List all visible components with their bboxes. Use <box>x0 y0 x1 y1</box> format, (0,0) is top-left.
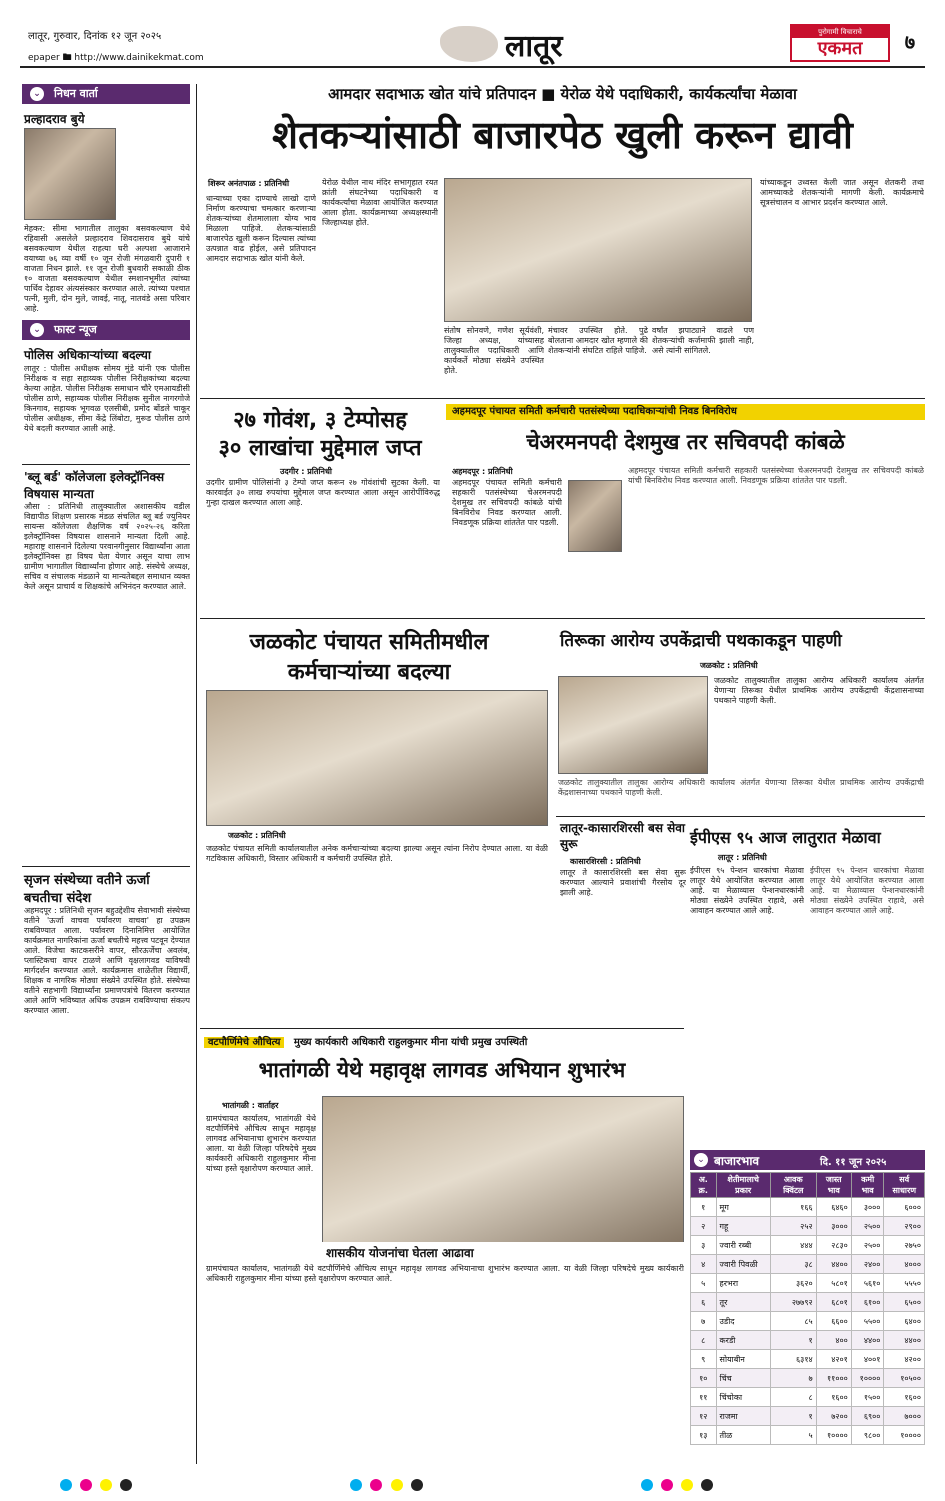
divider <box>200 1028 684 1029</box>
ahmedpur-photo <box>568 480 622 552</box>
table-cell: १०५०० <box>884 1369 925 1388</box>
table-cell: ६४६० <box>816 1198 851 1217</box>
table-row <box>691 1331 925 1350</box>
table-cell: १०००० <box>851 1369 884 1388</box>
tree-headline: भातांगळी येथे महावृक्ष लागवड अभियान शुभारंभ <box>258 1058 626 1082</box>
table-cell: ५६१० <box>851 1274 884 1293</box>
table-cell: १६६ <box>770 1198 816 1217</box>
divider <box>200 618 925 619</box>
jalkot-headline: जळकोट पंचायत समितीमधील कर्मचाऱ्यांच्या बदल्या <box>249 630 489 685</box>
table-cell: ९ <box>691 1350 717 1369</box>
left-column <box>22 84 190 1464</box>
eps-text: ईपीएस ९५ पेन्शन धारकांचा मेळावा लातूर येथे आयोजित करण्यात आला आहे. या मेळाव्यास पेन्शनधारकांनी मोठ्या संख्येने उपस्थित राहावे, असे आवाहन करण्यात आले आहे. <box>690 866 804 915</box>
bus-headline: लातूर-कासारशिरसी बस सेवा सुरू <box>560 821 686 851</box>
divider <box>22 464 190 465</box>
jalkot-text: जळकोट पंचायत समिती कार्यालयातील अनेक कर्मचाऱ्यांच्या बदल्या झाल्या असून त्यांना निरोप देण्यात आला. या वेळी गटविकास अधिकारी, विस्तार अधिकारी व कर्मचारी उपस्थित होते. <box>206 844 548 863</box>
table-cell: ८ <box>691 1331 717 1350</box>
epaper-url[interactable]: epaper 🖿 http://www.dainikekmat.com <box>28 53 204 63</box>
energy-headline: सृजन संस्थेच्या वतीने ऊर्जा बचतीचा संदेश <box>24 873 150 906</box>
table-cell: १६०० <box>816 1388 851 1407</box>
table-cell: ज्वारी रब्बी <box>716 1236 770 1255</box>
obituary-text: मेहकर: सीमा भागातील तालुका बसवकल्याण येथे रहिवासी असलेले प्रल्हादराव शिवदासराव बुये यांचे बसवकल्याण येथील राहत्या घरी अल्पशा आजाराने वयाच्या ७६ व्या वर्षी १० जून रोजी मंगळवारी दुपारी १ वाजता निधन झाले. ११ जून रोजी बुधवारी सकाळी ठीक १० वाजता बसवकल्याण येथील स्मशानभूमीत त्यांच्या पार्थिव देहावर अंत्यसंस्कार करण्यात आले. त्यांच्या पश्चात पत्नी, मुली, दोन मुले, जावई, नातू, नातवंडे असा परिवार आहे. <box>24 224 190 312</box>
table-cell: ५८०१ <box>816 1274 851 1293</box>
tiruka-photo <box>558 676 708 774</box>
table-row <box>691 1198 925 1217</box>
city-title: लातूर <box>505 29 563 64</box>
table-cell: गहू <box>716 1217 770 1236</box>
table-cell: ४०० <box>816 1331 851 1350</box>
lead-col-2: येरोळ येथील नाथ मंदिर सभागृहात रयत क्रांती संघटनेच्या पदाधिकारी व कार्यकर्त्यांचा मेळावा आयोजित करण्यात आला होता. कार्यक्रमाच्या अध्यक्षस्थानी जिल्हाध्यक्ष होते. <box>322 178 438 227</box>
swatch-yellow <box>681 1479 693 1491</box>
table-row <box>691 1426 925 1445</box>
swatch-magenta <box>80 1479 92 1491</box>
table-cell: ४२०० <box>884 1350 925 1369</box>
market-table-body <box>691 1198 925 1445</box>
column-header: आवक क्विंटल <box>770 1173 816 1198</box>
lead-col-6: यांच्याकडून उध्वस्त केली जात असून शेतकरी तथा आमच्याकडे शेतकऱ्यांनी मागणी केली. कार्यक्रमाचे सूत्रसंचालन व आभार प्रदर्शन करण्यात आले. <box>760 178 924 207</box>
ahmedpur-byline: अहमदपूर : प्रतिनिधी <box>452 467 513 476</box>
eps-text-cont: ईपीएस ९५ पेन्शन धारकांचा मेळावा लातूर येथे आयोजित करण्यात आला आहे. या मेळाव्यास पेन्शनधारकांनी मोठ्या संख्येने उपस्थित राहावे, असे आवाहन करण्यात आले आहे. <box>810 866 924 915</box>
chevron-down-icon: ⌄ <box>30 323 44 337</box>
section-title: फास्ट न्यूज <box>54 323 97 336</box>
divider <box>200 398 925 399</box>
table-cell: १३ <box>691 1426 717 1445</box>
table-cell: १५०० <box>851 1388 884 1407</box>
table-cell: ६३१४ <box>770 1350 816 1369</box>
table-cell: ३८ <box>770 1255 816 1274</box>
bus-byline: कासारशिरसी : प्रतिनिधी <box>570 857 641 866</box>
table-cell: ४४०० <box>884 1331 925 1350</box>
table-cell: १० <box>691 1369 717 1388</box>
tree-caption-text: शासकीय योजनांचा घेतला आढावा <box>322 1244 478 1262</box>
table-cell: ६००० <box>884 1198 925 1217</box>
swatch-magenta <box>661 1479 673 1491</box>
cattle-text: उदगीर ग्रामीण पोलिसांनी ३ टेम्पो जप्त करून २७ गोवंशांची सुटका केली. या कारवाईत ३० लाख रुपयांचा मुद्देमाल जप्त करण्यात आला असून आरोपींविरुद्ध गुन्हा दाखल करण्यात आला आहे. <box>206 478 440 507</box>
brand-tagline: पुरोगामी विचाराचे <box>792 26 888 38</box>
eps-headline: ईपीएस ९५ आज लातुरात मेळावा <box>690 828 881 847</box>
column-header: सर्व साधारण <box>884 1173 925 1198</box>
table-cell: १ <box>770 1407 816 1426</box>
map-icon <box>440 26 498 62</box>
table-cell: ११ <box>691 1388 717 1407</box>
swatch-yellow <box>391 1479 403 1491</box>
table-cell: १०००० <box>816 1426 851 1445</box>
table-cell: १०००० <box>884 1426 925 1445</box>
tree-text-lower: ग्रामपंचायत कार्यालय, भातांगळी येथे वटपौर्णिमेचे औचित्य साधून महावृक्ष लागवड अभियानाचा शुभारंभ करण्यात आला. या वेळी जिल्हा परिषदेचे मुख्य कार्यकारी अधिकारी राहुलकुमार मीना यांच्या हस्ते वृक्षारोपण करण्यात आले. <box>206 1264 684 1283</box>
lead-photo <box>444 178 752 322</box>
table-cell: ८५ <box>770 1312 816 1331</box>
table-row <box>691 1407 925 1426</box>
table-cell: ६१०० <box>851 1293 884 1312</box>
tree-byline: भातांगळी : वार्ताहर <box>222 1101 279 1110</box>
table-cell: ८ <box>770 1388 816 1407</box>
page-number: ७ <box>904 30 916 54</box>
jalkot-photo <box>206 690 548 826</box>
table-cell: ३ <box>691 1236 717 1255</box>
issue-date: लातूर, गुरुवार, दिनांक १२ जून २०२५ <box>28 31 162 42</box>
police-text: लातूर : पोलीस अधीक्षक सोमय मुंडे यांनी एक पोलीस निरीक्षक व सहा सहाय्यक पोलीस निरीक्षकांच्या बदल्या केल्या आहेत. पोलीस निरीक्षक समाधान चौरे एमआयडीसी पोलीस ठाणे, सहाय्यक पोलीस निरीक्षक सुनील नागरगोजे किनगाव, सहायक भूगवळ एलसीबी, प्रमोद बोंडले चाकूर पोलीस अधीक्षक, सीमा केंद्रे लिंबोटा, मुरूड पोलीस ठाणे येथे बदली करण्यात आली आहे. <box>24 364 190 433</box>
table-cell: ११००० <box>816 1369 851 1388</box>
lead-byline: शिरूर अनंतपाळ : प्रतिनिधी <box>208 179 290 188</box>
table-cell: ५ <box>770 1426 816 1445</box>
swatch-black <box>411 1479 423 1491</box>
table-cell: ६८०१ <box>816 1293 851 1312</box>
police-headline: पोलिस अधिकाऱ्यांच्या बदल्या <box>24 348 151 362</box>
energy-text: अहमदपूर : प्रतिनिधी सृजन बहुउद्देशीय सेवाभावी संस्थेच्या वतीने 'ऊर्जा वाचवा पर्यावरण वाचवा' हा उपक्रम राबविण्यात आला. पर्यावरण दिनानिमित्त आयोजित कार्यक्रमात नागरिकांना ऊर्जा बचतीचे महत्त्व पटवून देण्यात आले. विजेचा काटकसरीने वापर, सौरऊर्जेचा अवलंब, प्लास्टिकचा वापर टाळणे आणि वृक्षलागवड याविषयी मार्गदर्शन करण्यात आले. कार्यक्रमास शाळेतील विद्यार्थी, शिक्षक व नागरिक मोठ्या संख्येने उपस्थित होते. संस्थेच्या वतीने सहभागी विद्यार्थ्यांना प्रमाणपत्रांचे वितरण करण्यात आले आणि भविष्यात अधिक उपक्रम राबविण्याचा संकल्प करण्यात आला. <box>24 906 190 1015</box>
table-cell: ७ <box>770 1369 816 1388</box>
obituary-name: प्रल्हादराव बुये <box>24 112 85 126</box>
cattle-byline: उदगीर : प्रतिनिधी <box>280 467 332 476</box>
masthead <box>20 20 925 68</box>
college-text: औसा : प्रतिनिधी तालुक्यातील अशासकीय वडील विद्यापीठ शिक्षण प्रसारक मंडळ संचलित ब्लू बर्ड ज्युनियर सायन्स कॉलेजला शैक्षणिक वर्ष २०२५-२६ करिता इलेक्ट्रॉनिक्स विषयास शासनाने मान्यता दिली आहे. महाराष्ट्र शासनाने दिलेल्या परवानगीनुसार विद्यार्थ्यांना आता इलेक्ट्रॉनिक्स हा विषय घेता येणार असून याचा लाभ ग्रामीण भागातील विद्यार्थ्यांना होणार आहे. संस्थेचे अध्यक्ष, सचिव व संचालक मंडळाने या मान्यतेबद्दल समाधान व्यक्त केले असून प्राचार्य व शिक्षकांचे अभिनंदन करण्यात आले. <box>24 502 190 591</box>
tiruka-text: जळकोट तालुक्यातील तालुका आरोग्य अधिकारी कार्यालय अंतर्गत येणाऱ्या तिरूका येथील प्राथमिक आरोग्य उपकेंद्राची केंद्रशासनाच्या पथकाने पाहणी केली. <box>714 676 924 705</box>
section-title: निधन वार्ता <box>54 87 98 100</box>
table-row <box>691 1217 925 1236</box>
table-cell: ७००० <box>884 1407 925 1426</box>
table-row <box>691 1350 925 1369</box>
ahmedpur-text-cont: अहमदपूर पंचायत समिती कर्मचारी सहकारी पतसंस्थेच्या चेअरमनपदी देशमुख तर सचिवपदी कांबळे यांची बिनविरोध निवड करण्यात आली. निवडणूक प्रक्रिया शांततेत पार पडली. <box>628 466 924 485</box>
table-cell: ७२०० <box>816 1407 851 1426</box>
table-cell: तूर <box>716 1293 770 1312</box>
ahmedpur-text: अहमदपूर पंचायत समिती कर्मचारी सहकारी पतसंस्थेच्या चेअरमनपदी देशमुख तर सचिवपदी कांबळे यांची बिनविरोध निवड करण्यात आली. निवडणूक प्रक्रिया शांततेत पार पडली. <box>452 478 562 527</box>
column-header: शेतीमालाचे प्रकार <box>716 1173 770 1198</box>
market-table <box>690 1172 925 1445</box>
table-cell: १ <box>691 1198 717 1217</box>
swatch-cyan <box>350 1479 362 1491</box>
swatch-black <box>120 1479 132 1491</box>
cattle-headline-line1: २७ गोवंश, ३ टेम्पोसह <box>233 408 407 433</box>
tree-caption <box>322 1242 684 1260</box>
table-cell: सोयाबीन <box>716 1350 770 1369</box>
lead-col-1: धान्याच्या एका दाण्याचे लाखो दाणे निर्माण करण्याचा चमत्कार करणाऱ्या शेतकऱ्यांच्या शेतमालाला योग्य भाव मिळाला पाहिजे. शेतकऱ्यांसाठी बाजारपेठ खुली करून दिल्यास त्यांच्या उत्पन्नात वाढ होईल, असे प्रतिपादन आमदार सदाभाऊ खोत यांनी केले. <box>206 194 316 263</box>
table-row <box>691 1255 925 1274</box>
table-cell: ४००१ <box>851 1350 884 1369</box>
table-cell: मूग <box>716 1198 770 1217</box>
table-cell: करडी <box>716 1331 770 1350</box>
table-cell: ६ <box>691 1293 717 1312</box>
swatch-black <box>701 1479 713 1491</box>
table-cell: २ <box>691 1217 717 1236</box>
table-row <box>691 1274 925 1293</box>
college-headline: 'ब्लू बर्ड' कॉलेजला इलेक्ट्रॉनिक्स विषयास मान्यता <box>24 470 165 501</box>
table-cell: उडीद <box>716 1312 770 1331</box>
table-cell: ५५०० <box>851 1312 884 1331</box>
lead-col-5: वर्षांत झपाट्याने वाढले पण शेतकऱ्यांची कर्जमाफी झाली नाही, असे त्यांनी सांगितले. <box>652 326 754 355</box>
table-cell: ३००० <box>851 1198 884 1217</box>
table-cell: २८३० <box>816 1236 851 1255</box>
tree-tag <box>204 1034 684 1050</box>
table-cell: ४४४ <box>770 1236 816 1255</box>
table-cell: ४४०० <box>816 1255 851 1274</box>
divider <box>556 816 925 817</box>
table-cell: १६०० <box>884 1388 925 1407</box>
tiruka-text-cont: जळकोट तालुक्यातील तालुका आरोग्य अधिकारी कार्यालय अंतर्गत येणाऱ्या तिरूका येथील प्राथमिक आरोग्य उपकेंद्राची केंद्रशासनाच्या पथकाने पाहणी केली. <box>558 778 924 797</box>
cattle-headline-line2: ३० लाखांचा मुद्देमाल जप्त <box>218 436 422 461</box>
table-cell: १२ <box>691 1407 717 1426</box>
market-date: दि. ११ जून २०२५ <box>820 1157 887 1168</box>
table-cell: ७ <box>691 1312 717 1331</box>
table-cell: ६५०० <box>884 1293 925 1312</box>
ahmedpur-tag: अहमदपूर पंचायत समिती कर्मचारी पतसंस्थेच्या पदाधिकाऱ्यांची निवड बिनविरोध <box>446 404 925 420</box>
swatch-yellow <box>100 1479 112 1491</box>
color-registration-strip <box>60 1476 885 1492</box>
jalkot-byline: जळकोट : प्रतिनिधी <box>228 831 286 840</box>
tree-strap: मुख्य कार्यकारी अधिकारी राहुलकुमार मीना यांची प्रमुख उपस्थिती <box>293 1037 528 1048</box>
swatch-cyan <box>60 1479 72 1491</box>
market-header <box>690 1150 925 1170</box>
lead-strap: आमदार सदाभाऊ खोत यांचे प्रतिपादन ■ येरोळ येथे पदाधिकारी, कार्यकर्त्यांचा मेळावा <box>200 84 925 104</box>
market-table-box <box>690 1150 925 1460</box>
table-cell: ४४०० <box>851 1331 884 1350</box>
table-cell: ६४०० <box>884 1312 925 1331</box>
table-cell: ज्वारी पिवळी <box>716 1255 770 1274</box>
ahmedpur-headline: चेअरमनपदी देशमुख तर सचिवपदी कांबळे <box>526 430 845 454</box>
table-cell: ९८०० <box>851 1426 884 1445</box>
tree-text: ग्रामपंचायत कार्यालय, भातांगळी येथे वटपौर्णिमेचे औचित्य साधून महावृक्ष लागवड अभियानाचा शुभारंभ करण्यात आला. या वेळी जिल्हा परिषदेचे मुख्य कार्यकारी अधिकारी राहुलकुमार मीना यांच्या हस्ते वृक्षारोपण करण्यात आले. <box>206 1114 316 1173</box>
table-cell: ५५५० <box>884 1274 925 1293</box>
table-cell: २४०० <box>851 1255 884 1274</box>
table-cell: ४२०१ <box>816 1350 851 1369</box>
table-row <box>691 1293 925 1312</box>
table-cell: २५०० <box>851 1236 884 1255</box>
table-cell: ४००० <box>884 1255 925 1274</box>
table-cell: तीळ <box>716 1426 770 1445</box>
table-row <box>691 1388 925 1407</box>
obituary-photo <box>24 128 116 220</box>
tree-tag-label: वटपौर्णिमेचे औचित्य <box>204 1037 284 1048</box>
table-cell: चिंचोका <box>716 1388 770 1407</box>
tiruka-byline: जळकोट : प्रतिनिधी <box>700 661 758 670</box>
swatch-cyan <box>641 1479 653 1491</box>
brand-name: एकमत <box>817 38 863 59</box>
lead-col-3: संतोष सोनवणे, गणेश सूर्यवंशी, जिल्हा अध्यक्ष, यांच्यासह तालुक्यातील पदाधिकारी आणि कार्यकर्ते मोठ्या संख्येने उपस्थित होते. <box>444 326 544 375</box>
table-cell: ३६२० <box>770 1274 816 1293</box>
lead-headline: शेतकऱ्यांसाठी बाजारपेठ खुली करून द्यावी <box>272 113 853 157</box>
fast-news-section-header <box>22 320 190 340</box>
column-header: कमी भाव <box>851 1173 884 1198</box>
column-header: अ. क्र. <box>691 1173 717 1198</box>
market-table-wrap <box>690 1172 925 1445</box>
column-divider <box>196 84 197 1464</box>
tiruka-headline: तिरूका आरोग्य उपकेंद्राची पथकाकडून पाहणी <box>560 631 842 651</box>
table-cell: २७७९२ <box>770 1293 816 1312</box>
table-row <box>691 1369 925 1388</box>
chevron-down-icon: ⌄ <box>694 1153 708 1167</box>
table-cell: चिंच <box>716 1369 770 1388</box>
lead-col-4: मंचावर उपस्थित होते. पुढे बोलताना आमदार खोत म्हणाले की शेतकऱ्यांनी संघटित राहिले पाहिजे. <box>548 326 648 355</box>
table-cell: १ <box>770 1331 816 1350</box>
tree-photo <box>322 1096 684 1256</box>
bus-text: लातूर ते कासारशिरसी बस सेवा सुरू करण्यात आल्याने प्रवाशांची गैरसोय दूर झाली आहे. <box>560 868 686 897</box>
market-title: बाजारभाव <box>714 1154 760 1168</box>
eps-byline: लातूर : प्रतिनिधी <box>718 853 767 862</box>
brand-logo <box>790 24 890 62</box>
table-cell: ६९०० <box>851 1407 884 1426</box>
column-header: जास्त भाव <box>816 1173 851 1198</box>
table-cell: २५२ <box>770 1217 816 1236</box>
table-row <box>691 1236 925 1255</box>
table-cell: ५ <box>691 1274 717 1293</box>
table-cell: ३००० <box>816 1217 851 1236</box>
table-cell: राजमा <box>716 1407 770 1426</box>
table-cell: ४ <box>691 1255 717 1274</box>
table-cell: २७५० <box>884 1236 925 1255</box>
table-cell: हरभरा <box>716 1274 770 1293</box>
obituary-section-header <box>22 84 190 104</box>
swatch-magenta <box>370 1479 382 1491</box>
table-cell: २५०० <box>851 1217 884 1236</box>
market-table-header-row <box>691 1173 925 1198</box>
table-cell: ६६०० <box>816 1312 851 1331</box>
table-row <box>691 1312 925 1331</box>
table-cell: २९०० <box>884 1217 925 1236</box>
chevron-down-icon: ⌄ <box>30 87 44 101</box>
divider <box>22 866 190 867</box>
